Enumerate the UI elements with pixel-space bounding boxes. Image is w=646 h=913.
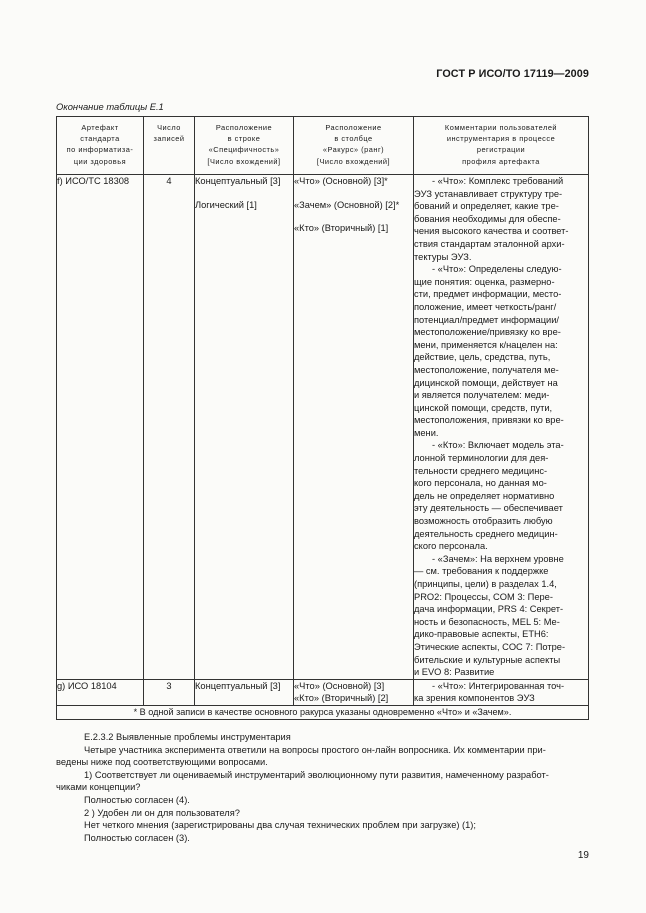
comment-line: возможность отобразить любую	[414, 516, 553, 527]
comment-line: - «Кто»: Включает модель эта-	[432, 440, 564, 451]
comment-line: мени, применяется к/нацелен на:	[414, 339, 558, 350]
comment-line: ствия стандартам эталонной архи-	[414, 238, 565, 249]
rakurs-item: «Зачем» (Основной) [2]*	[294, 199, 400, 210]
specificity-item: Концептуальный [3]	[195, 680, 281, 691]
header-line: [Число вхождений]	[316, 156, 391, 166]
comment-line: деятельность среднего медицин-	[414, 528, 558, 539]
rakurs-item: «Кто» (Вторичный) [1]	[294, 223, 389, 234]
count-cell: 3	[144, 679, 195, 705]
header-rakurs	[294, 117, 414, 175]
specificity-cell	[195, 679, 294, 705]
body-line: 2 ) Удобен ли он для пользователя?	[84, 807, 240, 818]
comment-line: цинской помощи, средств, пути,	[414, 402, 553, 413]
header-line: инструментария в процессе	[446, 134, 556, 144]
comment-line: (принципы, цели) в разделах 1.4,	[414, 579, 557, 589]
comment-line: потенциал/предмет информации/	[414, 314, 560, 325]
comments-cell	[414, 175, 589, 680]
comment-line: ЭУЗ устанавливает структуру тре-	[414, 188, 563, 199]
comment-line: мени.	[414, 427, 439, 438]
header-line: профиля артефакта	[462, 156, 540, 166]
header-comments	[414, 117, 589, 175]
header-line: «Специфичность»	[208, 145, 280, 155]
comment-line: бительские и культурные аспекты	[414, 654, 561, 665]
document-header: ГОСТ Р ИСО/ТО 17119—2009	[436, 68, 589, 80]
body-line: Е.2.3.2 Выявленные проблемы инструментария	[84, 732, 291, 742]
body-line: Четыре участника эксперимента ответили на вопросы простого он-лайн вопросника. Их комментарии при-	[84, 744, 546, 755]
rakurs-item: «Кто» (Вторичный) [2]	[294, 693, 389, 704]
body-line: 1) Соответствует ли оцениваемый инструментарий эволюционному пути развития, намеченному разработ-	[84, 769, 549, 780]
rakurs-cell	[294, 175, 414, 680]
header-line: в строке	[227, 134, 261, 144]
comment-line: дицинской помощи, действует на	[414, 377, 558, 388]
header-line: записей	[153, 134, 185, 144]
header-line: стандарта	[80, 134, 120, 144]
comment-line: тельности среднего медицинс-	[414, 465, 548, 476]
comment-line: дача информации, PRS 4: Секрет-	[414, 604, 564, 615]
comment-line: ка зрения компонентов ЭУЗ	[414, 693, 535, 704]
table-row	[57, 175, 589, 680]
comment-line: и EVO 8: Развитие	[414, 667, 495, 678]
artifact-cell: f) ИСО/ТС 18308	[57, 175, 144, 680]
comment-line: ность и безопасность, MEL 5: Ме-	[414, 616, 560, 627]
comment-line: действие, цель, средства, путь,	[414, 352, 551, 363]
header-line: по информатиза-	[66, 145, 134, 155]
header-line: Артефакт	[81, 123, 119, 132]
header-line: ции здоровья	[73, 156, 127, 166]
table-caption: Окончание таблицы Е.1	[56, 101, 164, 112]
body-text	[56, 731, 592, 844]
comment-line: тектуры ЭУЗ.	[414, 251, 472, 262]
table-footnote: * В одной записи в качестве основного ракурса указаны одновременно «Что» и «Зачем».	[57, 705, 589, 719]
comment-line: местоположение, получателя ме-	[414, 364, 559, 375]
comment-paragraph	[414, 680, 588, 705]
comment-line: - «Зачем»: На верхнем уровне	[432, 553, 564, 564]
rakurs-item: «Что» (Основной) [3]*	[294, 176, 388, 186]
artifact-cell: g) ИСО 18104	[57, 679, 144, 705]
comment-line: лонной терминологии для дея-	[414, 453, 549, 464]
header-line: регистрации	[476, 145, 526, 155]
comment-line: PRO2: Процессы, COM 3: Пере-	[414, 591, 553, 602]
comment-line: местоположение/привязку ко вре-	[414, 327, 561, 338]
comment-line: ского персонала.	[414, 541, 488, 552]
comment-line: щие понятия: оценка, размерно-	[414, 276, 555, 287]
header-specificity	[195, 117, 294, 175]
comment-line: сти, предмет информации, место-	[414, 289, 562, 300]
header-line: Расположение	[215, 123, 273, 132]
comments-cell	[414, 679, 589, 705]
comment-line: Этические аспекты, COC 7: Потре-	[414, 641, 566, 652]
comment-paragraph	[414, 439, 588, 552]
header-line: Комментарии пользователей	[444, 123, 558, 132]
comment-line: дико-правовые аспекты, ETH6:	[414, 629, 549, 640]
artifact-table	[56, 116, 589, 720]
body-line: Полностью согласен (3).	[84, 832, 190, 843]
specificity-cell	[195, 175, 294, 680]
body-line: чиками концепции?	[56, 782, 141, 793]
header-line: Число	[157, 123, 181, 132]
rakurs-cell	[294, 679, 414, 705]
comment-line: кого персонала, но данная мо-	[414, 478, 547, 489]
header-line: [Число вхождений]	[207, 156, 281, 166]
comment-line: бований и определяет, какие тре-	[414, 201, 559, 212]
body-line: ведены ниже под соответствующими вопросами.	[56, 757, 268, 768]
comment-paragraph	[414, 553, 588, 679]
header-count	[144, 117, 195, 175]
comment-line: бования необходимы для обеспе-	[414, 213, 561, 224]
comment-line: чения высокого качества и соответ-	[414, 226, 569, 237]
table-row	[57, 679, 589, 705]
header-artifact	[57, 117, 144, 175]
page-number: 19	[577, 850, 589, 861]
body-line: Нет четкого мнения (зарегистрированы два случая технических проблем при загрузке) (1);	[84, 820, 476, 831]
comment-line: - «Что»: Комплекс требований	[432, 176, 564, 186]
header-line: Расположение	[325, 123, 382, 132]
comment-line: — см. требования к поддержке	[414, 566, 549, 577]
comment-line: положение, имеет четкость/ранг/	[414, 301, 557, 312]
specificity-item: Концептуальный [3]	[195, 176, 281, 186]
comment-paragraph	[414, 175, 588, 263]
rakurs-item: «Что» (Основной) [3]	[294, 680, 385, 691]
comment-line: - «Что»: Определены следую-	[432, 264, 562, 275]
comment-line: дель не определяет нормативно	[414, 490, 555, 501]
count-cell: 4	[144, 175, 195, 680]
comment-line: и является получателем: меди-	[414, 390, 550, 401]
body-line: Полностью согласен (4).	[84, 794, 190, 805]
comment-paragraph	[414, 263, 588, 439]
comment-line: эту деятельность — обеспечивает	[414, 503, 563, 514]
comment-line: местоположения, привязки ко вре-	[414, 415, 564, 426]
specificity-item: Логический [1]	[195, 199, 257, 210]
comment-line: - «Что»: Интегрированная точ-	[432, 680, 565, 691]
table-header-row	[57, 117, 589, 175]
table-footnote-row	[57, 705, 589, 719]
header-line: «Ракурс» (ранг)	[322, 145, 385, 155]
header-line: в столбце	[334, 134, 373, 144]
